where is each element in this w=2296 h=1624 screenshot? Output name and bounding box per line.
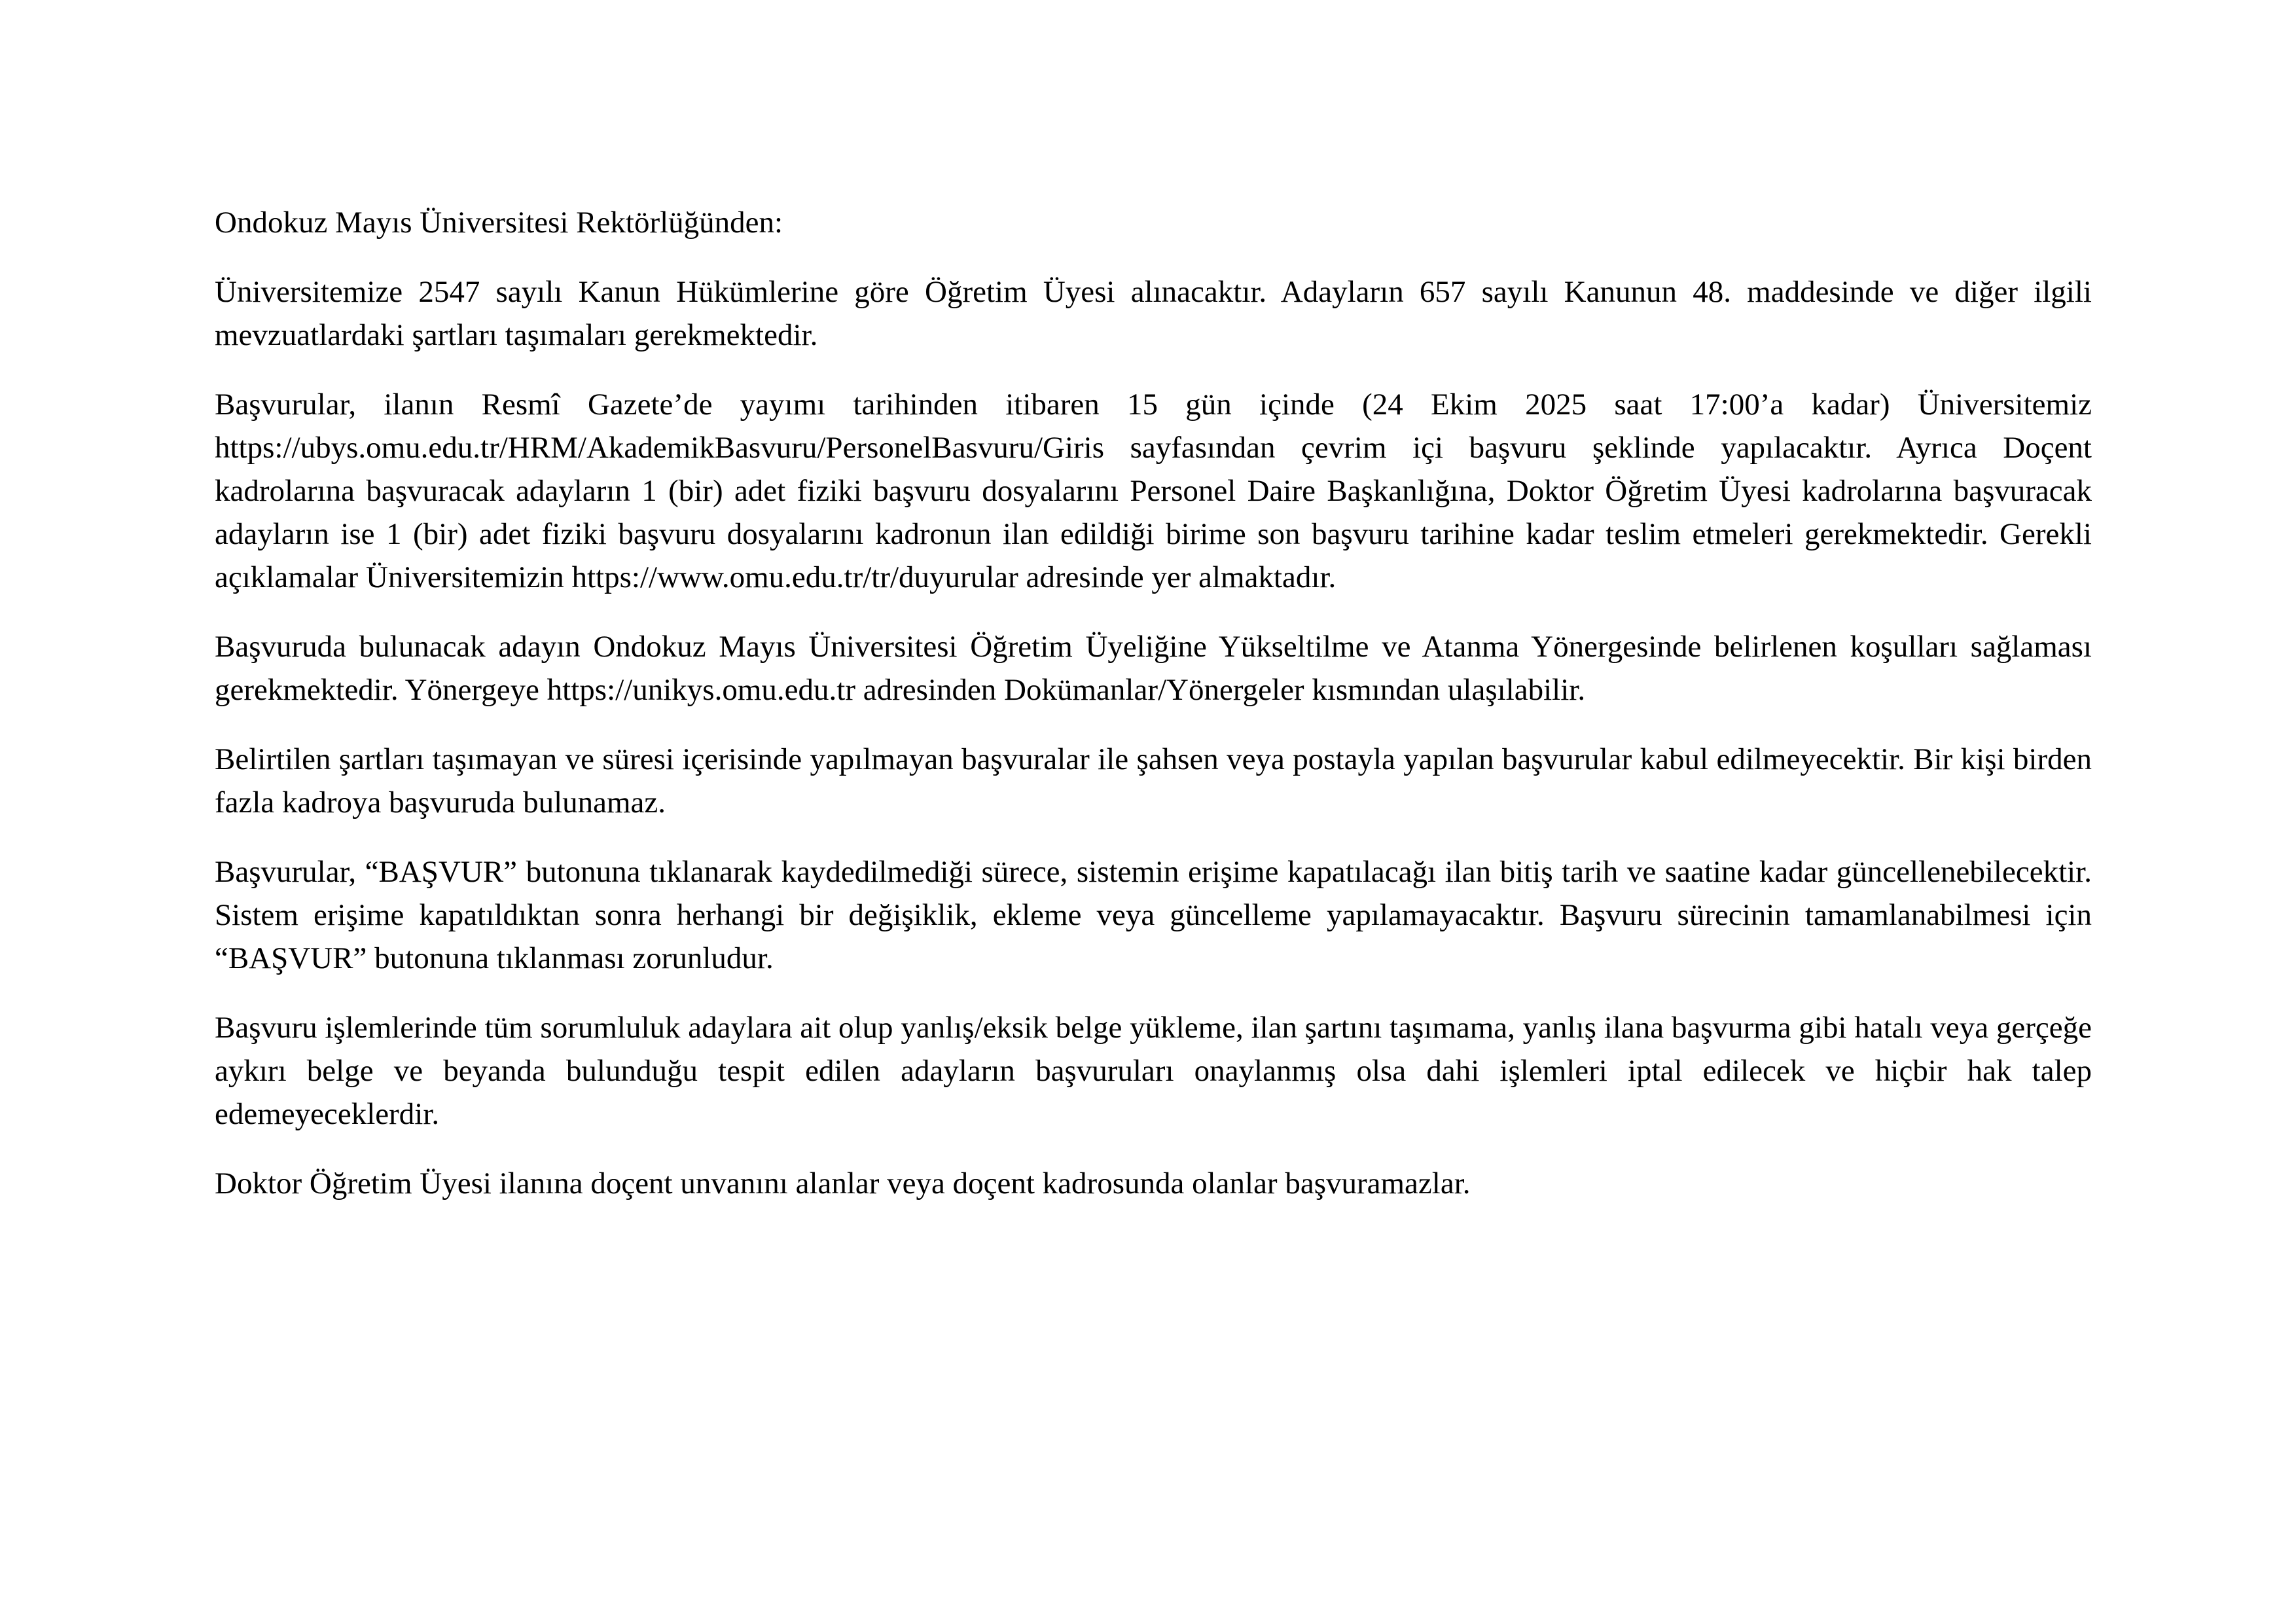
paragraph-general-requirements: Üniversitemize 2547 sayılı Kanun Hükümlerine göre Öğretim Üyesi alınacaktır. Adayların 657 sayılı Kanunun 48. maddesinde ve diğer ilgili mevzuatlardaki şartları taşımaları gerekmektedir. (215, 275, 2092, 352)
paragraph-responsibility: Başvuru işlemlerinde tüm sorumluluk adaylara ait olup yanlış/eksik belge yükleme, ilan şartını taşımama, yanlış ilana başvurma gibi hatalı veya gerçeğe aykırı belge ve beyanda bulunduğu tespit edilen adayların başvuruları onaylanmış olsa dahi işlemleri iptal edilecek ve hiçbir hak talep edemeyeceklerdir. (215, 1011, 2092, 1131)
paragraph-application-process: Başvurular, ilanın Resmî Gazete’de yayımı tarihinden itibaren 15 gün içinde (24 Ekim 2025 saat 17:00’a kadar) Üniversitemiz https://ubys.omu.edu.tr/HRM/AkademikBasvuru/PersonelBasvuru/Giris sayfasından çevrim içi başvuru şeklinde yapılacaktır. Ayrıca Doçent kadrolarına başvuracak adayların 1 (bir) adet fiziki başvuru dosyalarını Personel Daire Başkanlığına, Doktor Öğretim Üyesi kadrolarına başvuracak adayların ise 1 (bir) adet fiziki başvuru dosyalarını kadronun ilan edildiği birime son başvuru tarihine kadar teslim etmeleri gerekmektedir. Gerekli açıklamalar Üniversitemizin https://www.omu.edu.tr/tr/duyurular adresinde yer almaktadır. (215, 388, 2092, 594)
paragraph-eligibility-restriction: Doktor Öğretim Üyesi ilanına doçent unvanını alanlar veya doçent kadrosunda olanlar başvuramazlar. (215, 1166, 1471, 1200)
document-heading: Ondokuz Mayıs Üniversitesi Rektörlüğünden: (215, 206, 783, 240)
paragraph-directive: Başvuruda bulunacak adayın Ondokuz Mayıs Üniversitesi Öğretim Üyeliğine Yükseltilme ve Atanma Yönergesinde belirlenen koşulları sağlaması gerekmektedir. Yönergeye https://unikys.omu.edu.tr adresinden Dokümanlar/Yönergeler kısmından ulaşılabilir. (215, 630, 2092, 707)
paragraph-submit-button-info: Başvurular, “BAŞVUR” butonuna tıklanarak kaydedilmediği sürece, sistemin erişime kapatılacağı ilan bitiş tarih ve saatine kadar güncellenebilecektir. Sistem erişime kapatıldıktan sonra herhangi bir değişiklik, ekleme veya güncelleme yapılamayacaktır. Başvuru sürecinin tamamlanabilmesi için “BAŞVUR” butonuna tıklanması zorunludur. (215, 855, 2092, 975)
paragraph-rejection-conditions: Belirtilen şartları taşımayan ve süresi içerisinde yapılmayan başvuralar ile şahsen veya postayla yapılan başvurular kabul edilmeyecektir. Bir kişi birden fazla kadroya başvuruda bulunamaz. (215, 742, 2092, 820)
document-body (215, 201, 2092, 1205)
